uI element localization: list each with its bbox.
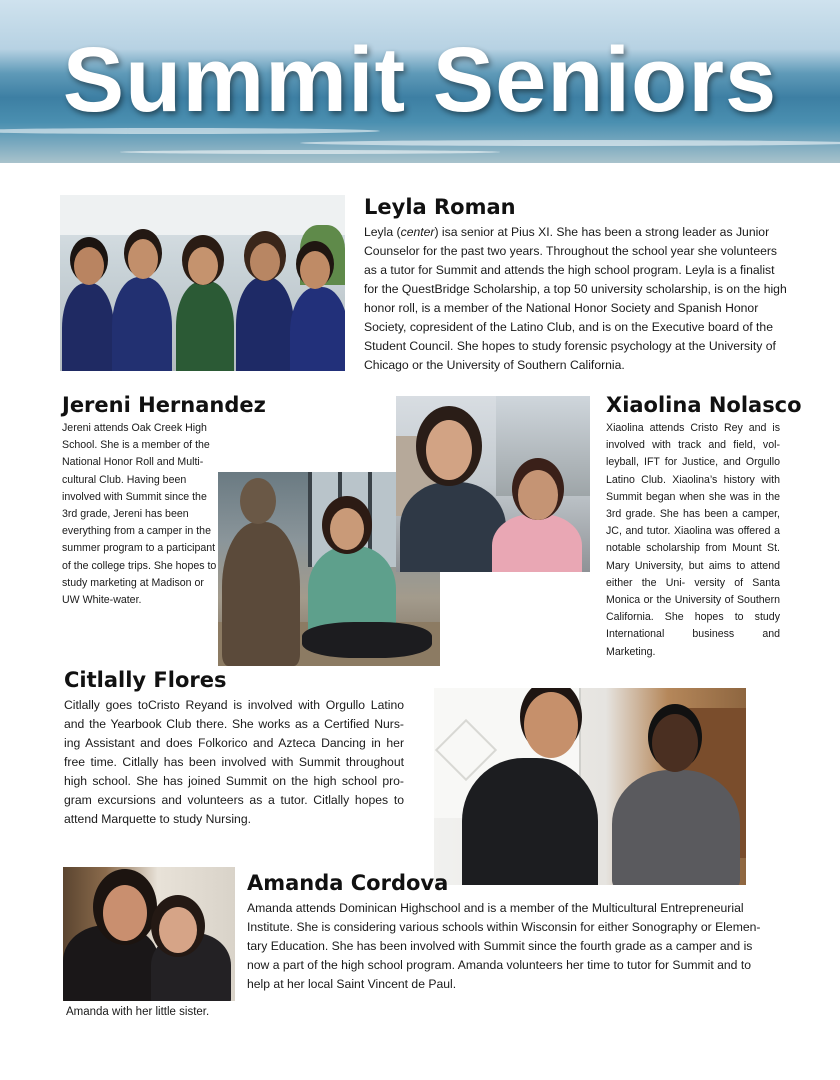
xiaolina-photo: [396, 396, 590, 572]
citlally-name: Citlally Flores: [64, 668, 227, 692]
amanda-photo-caption: Amanda with her little sister.: [66, 1006, 210, 1018]
amanda-photo: [63, 867, 235, 1001]
leyla-bio-em: center: [400, 225, 435, 239]
jereni-name: Jereni Hernandez: [62, 393, 266, 417]
leyla-group-photo: [60, 195, 345, 371]
jereni-bio: Jereni attends Oak Creek High School. She is a member of the National Honor Roll and Multi-cultural Club. Having been involved with Summit since the 3rd grade, Jereni has been everything from a camper in the summer program to a participant of the college trips. She hopes to study marketing at Madison or UW White-water.: [62, 422, 217, 607]
citlally-bio: Citlally goes toCristo Reyand is involved with Orgullo Latino and the Yearbook Club there. She works as a Certified Nurs-ing Assistant and does Folkorico and Azteca Dancing in her free time. Citlally has been involved with Summit throughout high school. She has joined Summit on the high school pro-gram excursions and volunteers as a tutor. Citlally hopes to attend Marquette to study Nursing.: [64, 698, 404, 826]
leyla-bio-after: ) isa senior at Pius XI. She has been a strong leader as Junior Counselor for the past two years. Throughout the school year she volunteers as a tutor for Summit and attends the high school program. Leyla is a finalist for the QuestBridge Scholarship, a top 50 university scholarship, is on the high honor roll, is a member of the National Honor Society and Spanish Honor Society, copresident of the Latino Club, and is on the Executive board of the Student Council. She hopes to study forensic psychology at the University of Chicago or the University of Southern California.: [364, 225, 787, 372]
xiaolina-name: Xiaolina Nolasco: [606, 393, 802, 417]
leyla-bio: [364, 223, 788, 375]
xiaolina-bio: Xiaolina attends Cristo Rey and is involved with track and field, vol-leyball, IFT for Justice, and Orgullo Latino Club. Xiaolina’s history with Summit began when she was in the 3rd grade. She has been a camper, JC, and tutor. Xiaolina was offered a notable scholarship from Mount St. Mary University, but aims to attend either the Uni- versity of Santa Monica or the University of Southern California. She hopes to study International business and Marketing.: [606, 422, 780, 658]
leyla-name: Leyla Roman: [364, 195, 516, 219]
header-banner: [0, 0, 840, 163]
leyla-bio-before: Leyla (: [364, 225, 401, 239]
citlally-photo: [434, 688, 746, 885]
amanda-name: Amanda Cordova: [247, 871, 449, 895]
page-title: Summit Seniors: [62, 29, 778, 131]
amanda-bio: Amanda attends Dominican Highschool and is a member of the Multicultural Entrepreneurial Institute. She is considering various schools within Wisconsin for either Sonography or Elemen-tary Education. She has been involved with Summit since the fourth grade as a camper and is now a part of the high school program. Amanda volunteers her time to tutor for Summit and to help at her local Saint Vincent de Paul.: [247, 901, 761, 991]
